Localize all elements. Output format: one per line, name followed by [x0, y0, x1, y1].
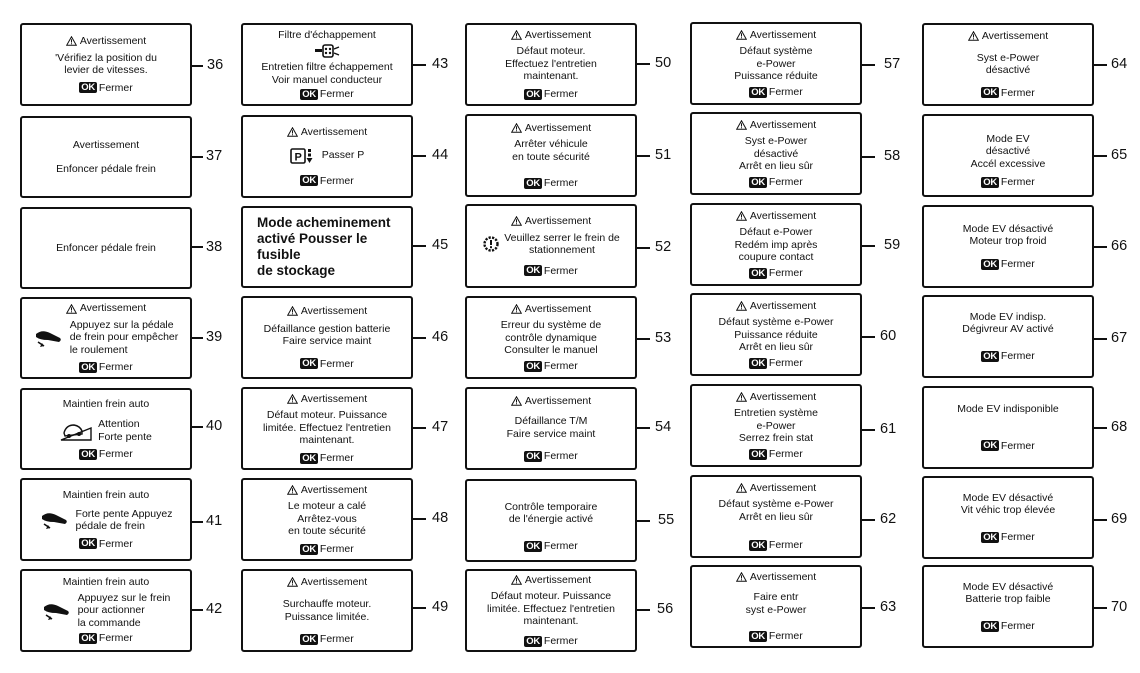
message-panel-60: [690, 293, 862, 376]
ok-close-button[interactable]: OK Fermer: [81, 537, 133, 550]
panel-header: Maintien frein auto: [62, 576, 150, 589]
message-panel-49: [241, 569, 413, 652]
message-text: Mode EV désactivé Vit véhic trop élevée: [960, 491, 1056, 517]
callout-number: 39: [206, 329, 223, 345]
callout-number: 46: [432, 329, 449, 345]
message-text: Défaillance T/M Faire service maint: [506, 415, 596, 440]
message-panel-51: [465, 114, 637, 197]
message-text: Défaut moteur. Effectuez l'entretien maintenant.: [505, 45, 597, 83]
ok-close-button[interactable]: OK Fermer: [302, 357, 354, 370]
callout-number: 61: [880, 421, 897, 437]
ok-close-button[interactable]: OK Fermer: [983, 530, 1035, 543]
message-text: Entretien système e-Power Serrez frein stat: [733, 407, 819, 445]
message-text: Enfoncer pédale frein: [56, 163, 156, 175]
warning-triangle-icon: [287, 306, 298, 316]
message-text: Défaut système e-Power Arrêt en lieu sûr: [718, 498, 834, 523]
warning-header: Avertissement: [736, 300, 816, 313]
message-panel-62: [690, 475, 862, 558]
message-text: Défaut moteur. Puissance limitée. Effectuez l'entretien maintenant.: [487, 590, 615, 628]
message-panel-43: [241, 23, 413, 106]
warning-triangle-icon: [511, 216, 522, 226]
message-panel-42: [20, 569, 192, 652]
callout-number: 41: [206, 513, 223, 529]
warning-header: Avertissement: [736, 119, 816, 132]
message-panel-59: [690, 203, 862, 286]
message-text: Veuillez serrer le frein de stationnement: [504, 231, 620, 256]
ok-close-button[interactable]: OK Fermer: [526, 634, 578, 647]
warning-header: Avertissement: [287, 305, 367, 318]
ok-close-button[interactable]: OK Fermer: [81, 632, 133, 645]
exhaust-filter-icon: [314, 43, 340, 59]
ok-close-button[interactable]: OK Fermer: [983, 349, 1035, 362]
message-panel-45: [241, 206, 413, 288]
warning-header: Avertissement: [511, 395, 591, 408]
warning-triangle-icon: [736, 120, 747, 130]
message-text: Faire entr syst e-Power: [745, 591, 807, 616]
warning-triangle-icon: [287, 577, 298, 587]
message-text: Contrôle temporaire de l'énergie activé: [504, 500, 598, 526]
message-text: Appuyez sur la pédale de frein pour empêcher le roulement: [69, 318, 179, 356]
callout-number: 70: [1111, 599, 1128, 615]
warning-triangle-icon: [287, 127, 298, 137]
message-text: Mode EV désactivé Accél excessive: [970, 132, 1046, 170]
parking-brake-icon: [482, 235, 500, 253]
message-text: Mode EV désactivé Moteur trop froid: [962, 222, 1054, 248]
message-text: Défaut moteur. Puissance limitée. Effectuez l'entretien maintenant.: [263, 409, 391, 447]
callout-number: 62: [880, 511, 897, 527]
message-text: Passer P: [321, 149, 365, 162]
warning-header: Avertissement: [736, 210, 816, 223]
callout-number: 69: [1111, 511, 1128, 527]
warning-header: Avertissement: [736, 29, 816, 42]
message-text: Arrêter véhicule en toute sécurité: [512, 138, 590, 163]
ok-close-button[interactable]: OK Fermer: [526, 539, 578, 552]
callout-number: 50: [655, 55, 672, 71]
callout-number: 65: [1111, 147, 1128, 163]
warning-header: Avertissement: [66, 302, 146, 315]
warning-header: Avertissement: [287, 393, 367, 406]
warning-header: Avertissement: [66, 35, 146, 48]
message-panel-57: [690, 22, 862, 105]
callout-number: 66: [1111, 238, 1128, 254]
message-text: Syst e-Power désactivé: [976, 51, 1040, 76]
callout-number: 59: [884, 237, 901, 253]
message-text: Le moteur a calé Arrêtez-vous en toute sécurité: [287, 500, 367, 538]
message-panel-70: [922, 565, 1094, 648]
message-panel-67: [922, 295, 1094, 378]
ok-close-button[interactable]: OK Fermer: [983, 257, 1035, 270]
message-panel-53: [465, 296, 637, 379]
warning-header: Avertissement: [511, 574, 591, 587]
warning-header: Avertissement: [511, 215, 591, 228]
warning-triangle-icon: [736, 392, 747, 402]
message-panel-61: [690, 384, 862, 467]
message-panel-69: [922, 476, 1094, 559]
callout-number: 56: [657, 601, 674, 617]
ok-close-button[interactable]: OK Fermer: [302, 88, 354, 100]
panel-header: Maintien frein auto: [62, 489, 150, 501]
callout-number: 40: [206, 418, 223, 434]
ok-close-button[interactable]: OK Fermer: [751, 266, 803, 279]
ok-close-button[interactable]: OK Fermer: [526, 359, 578, 372]
warning-header: Avertissement: [736, 482, 816, 495]
message-panel-44: [241, 115, 413, 198]
ok-close-button[interactable]: OK Fermer: [302, 633, 354, 645]
callout-number: 43: [432, 56, 449, 72]
ok-close-button[interactable]: OK Fermer: [983, 619, 1035, 632]
message-panel-48: [241, 478, 413, 561]
warning-triangle-icon: [736, 301, 747, 311]
callout-number: 38: [206, 239, 223, 255]
warning-header: Avertissement: [287, 576, 367, 589]
panel-header: Filtre d'échappement: [278, 28, 376, 41]
message-text: Attention Forte pente: [98, 418, 152, 443]
ok-close-button[interactable]: OK Fermer: [751, 356, 803, 369]
warning-triangle-icon: [511, 396, 522, 406]
message-panel-37: [20, 116, 192, 198]
message-text: Erreur du système de contrôle dynamique Consulter le manuel: [500, 319, 602, 357]
ok-close-button[interactable]: OK Fermer: [81, 361, 133, 374]
warning-header: Avertissement: [736, 571, 816, 584]
message-panel-54: [465, 387, 637, 470]
message-text: Mode EV désactivé Batterie trop faible: [962, 580, 1054, 606]
message-text: Défaut système e-Power Puissance réduite: [734, 45, 818, 83]
message-panel-52: [465, 204, 637, 288]
foot-on-brake-icon: [42, 599, 72, 623]
warning-triangle-icon: [736, 572, 747, 582]
ok-close-button[interactable]: OK Fermer: [302, 542, 354, 555]
callout-number: 42: [206, 601, 223, 617]
message-panel-56: [465, 569, 637, 652]
ok-close-button[interactable]: OK Fermer: [81, 81, 133, 94]
warning-triangle-icon: [66, 304, 77, 314]
message-text: Défaut système e-Power Puissance réduite Arrêt en lieu sûr: [718, 316, 834, 354]
message-text: Forte pente Appuyez pédale de frein: [75, 507, 173, 532]
message-panel-55: [465, 479, 637, 562]
message-panel-38: [20, 207, 192, 289]
warning-triangle-icon: [287, 394, 298, 404]
message-panel-50: [465, 23, 637, 106]
ok-close-button[interactable]: OK Fermer: [81, 448, 133, 460]
ok-close-button[interactable]: OK Fermer: [983, 176, 1035, 188]
message-panel-47: [241, 387, 413, 470]
ok-close-button[interactable]: OK Fermer: [983, 439, 1035, 452]
message-panel-41: [20, 478, 192, 561]
callout-number: 47: [432, 419, 449, 435]
message-panel-64: [922, 23, 1094, 106]
warning-triangle-icon: [736, 483, 747, 493]
warning-header: Avertissement: [736, 391, 816, 404]
message-panel-58: [690, 112, 862, 195]
panel-header: Avertissement: [72, 138, 140, 151]
callout-number: 48: [432, 510, 449, 526]
callout-number: 44: [432, 147, 449, 163]
callout-number: 58: [884, 148, 901, 164]
ok-close-button[interactable]: OK Fermer: [526, 450, 578, 462]
callout-number: 54: [655, 419, 672, 435]
svg-text:P: P: [294, 151, 302, 163]
message-text: Mode acheminement activé Pousser le fusible de stockage: [257, 215, 391, 278]
message-text: Défaillance gestion batterie Faire service maint: [263, 322, 391, 347]
callout-number: 57: [884, 56, 901, 72]
foot-on-brake-icon: [40, 508, 70, 532]
warning-triangle-icon: [736, 30, 747, 40]
message-text: Surchauffe moteur. Puissance limitée.: [282, 598, 372, 623]
message-text: Appuyez sur le frein pour actionner la commande: [77, 591, 171, 629]
warning-header: Avertissement: [968, 30, 1048, 43]
message-text: Enfoncer pédale frein: [56, 241, 156, 254]
callout-number: 45: [432, 237, 449, 253]
message-panel-39: [20, 297, 192, 379]
message-panel-63: [690, 565, 862, 648]
message-text: Mode EV indisponible: [957, 403, 1059, 415]
callout-number: 37: [206, 148, 223, 164]
ok-close-button[interactable]: OK Fermer: [526, 87, 578, 100]
message-panel-40: [20, 388, 192, 470]
warning-triangle-icon: [968, 31, 979, 41]
steep-slope-car-icon: [60, 420, 92, 442]
ok-close-button[interactable]: OK Fermer: [751, 630, 803, 642]
ok-close-button[interactable]: OK Fermer: [302, 451, 354, 464]
ok-close-button[interactable]: OK Fermer: [526, 177, 578, 189]
warning-header: Avertissement: [511, 29, 591, 42]
message-panel-46: [241, 296, 413, 379]
warning-triangle-icon: [287, 485, 298, 495]
message-text: Entretien filtre échappement Voir manuel conducteur: [261, 61, 393, 86]
callout-number: 64: [1111, 56, 1128, 72]
panel-header: Maintien frein auto: [62, 397, 150, 410]
ok-close-button[interactable]: OK Fermer: [751, 447, 803, 460]
message-text: 'Vérifiez la position du levier de vitesses.: [55, 51, 157, 76]
callout-number: 52: [655, 239, 672, 255]
warning-header: Avertissement: [511, 122, 591, 135]
callout-number: 51: [655, 147, 672, 163]
ok-close-button[interactable]: OK Fermer: [983, 86, 1035, 99]
park-position-icon: [290, 148, 316, 164]
callout-number: 60: [880, 328, 897, 344]
message-text: Défaut e-Power Redém imp après coupure contact: [734, 226, 818, 264]
callout-number: 53: [655, 330, 672, 346]
warning-triangle-icon: [66, 36, 77, 46]
callout-number: 55: [658, 512, 675, 528]
callout-number: 49: [432, 599, 449, 615]
ok-close-button[interactable]: OK Fermer: [751, 539, 803, 551]
ok-close-button[interactable]: OK Fermer: [302, 174, 354, 187]
warning-triangle-icon: [736, 211, 747, 221]
callout-number: 68: [1111, 419, 1128, 435]
warning-header: Avertissement: [287, 126, 367, 139]
message-text: Mode EV indisp. Dégivreur AV activé: [962, 310, 1054, 336]
warning-triangle-icon: [511, 30, 522, 40]
ok-close-button[interactable]: OK Fermer: [751, 175, 803, 188]
message-panel-36: [20, 23, 192, 106]
warning-triangle-icon: [511, 575, 522, 585]
message-panel-65: [922, 114, 1094, 197]
warning-header: Avertissement: [511, 303, 591, 316]
warning-triangle-icon: [511, 123, 522, 133]
message-panel-66: [922, 205, 1094, 288]
message-panel-68: [922, 386, 1094, 469]
foot-on-brake-icon: [34, 326, 64, 350]
callout-number: 63: [880, 599, 897, 615]
callout-number: 36: [207, 57, 224, 73]
warning-triangle-icon: [511, 304, 522, 314]
callout-number: 67: [1111, 330, 1128, 346]
message-text: Syst e-Power désactivé Arrêt en lieu sûr: [738, 135, 814, 173]
ok-close-button[interactable]: OK Fermer: [751, 85, 803, 98]
ok-close-button[interactable]: OK Fermer: [526, 264, 578, 277]
warning-header: Avertissement: [287, 484, 367, 497]
